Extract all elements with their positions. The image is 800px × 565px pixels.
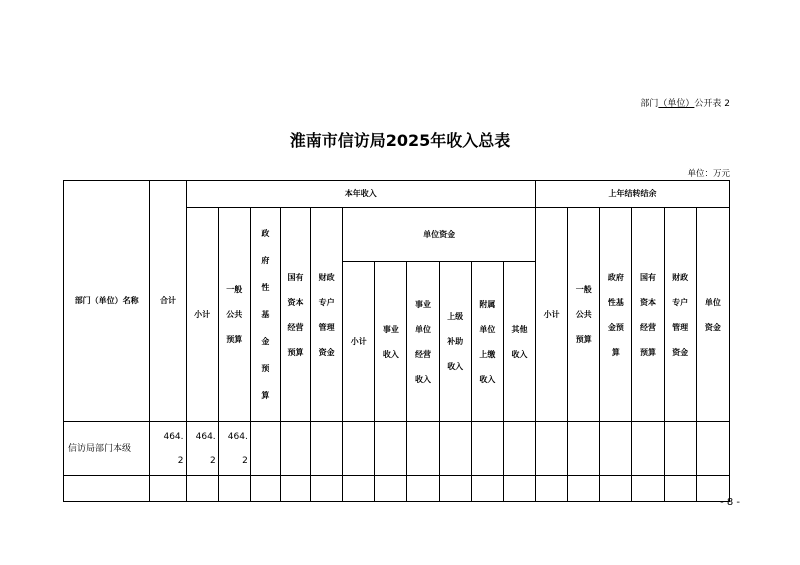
- table-cell: [439, 476, 471, 502]
- form-suffix: 公开表 2: [694, 99, 730, 109]
- uf-upper-header: 上级 补助 收入: [439, 262, 471, 422]
- table-cell: [632, 422, 664, 476]
- cur-fund-header: 政 府 性 基 金 预 算: [250, 208, 280, 422]
- row-subtotal: 464. 2: [186, 422, 218, 476]
- table-cell: [471, 422, 503, 476]
- table-cell: [632, 476, 664, 502]
- table-cell: [218, 476, 250, 502]
- table-cell: [375, 476, 407, 502]
- uf-biz-ops-header: 事业 单位 经营 收入: [407, 262, 439, 422]
- table-cell: [503, 476, 535, 502]
- table-cell: [343, 422, 375, 476]
- page-title: 淮南市信访局2025年收入总表: [289, 131, 511, 150]
- table-cell: [536, 422, 568, 476]
- prev-unit-header: 单位 资金: [696, 208, 729, 422]
- table-cell: [439, 422, 471, 476]
- table-cell: [343, 476, 375, 502]
- form-number: [600, 96, 730, 109]
- cur-soe-header: 国有 资本 经营 预算: [280, 208, 310, 422]
- table-cell: [568, 476, 600, 502]
- prev-special-header: 财政 专户 管理 资金: [664, 208, 696, 422]
- uf-other-header: 其他 收入: [503, 262, 535, 422]
- table-cell: [503, 422, 535, 476]
- form-unit: （单位）: [658, 99, 695, 109]
- col-total-header: 合计: [150, 181, 186, 422]
- table-cell: [664, 422, 696, 476]
- current-year-header: 本年收入: [186, 181, 536, 208]
- table-cell: [375, 422, 407, 476]
- table-cell: [311, 422, 343, 476]
- row-total: 464. 2: [150, 422, 186, 476]
- table-cell: [250, 476, 280, 502]
- uf-subtotal-header: 小计: [343, 262, 375, 422]
- prev-soe-header: 国有 资本 经营 预算: [632, 208, 664, 422]
- uf-affil-header: 附属 单位 上缴 收入: [471, 262, 503, 422]
- form-prefix: 部门: [640, 99, 659, 109]
- table-cell: [407, 422, 439, 476]
- prev-general-header: 一般 公共 预算: [568, 208, 600, 422]
- cur-general-header: 一般 公共 预算: [218, 208, 250, 422]
- table-cell: [250, 422, 280, 476]
- prev-year-header: 上年结转结余: [536, 181, 730, 208]
- table-cell: [600, 422, 632, 476]
- table-cell: [280, 422, 310, 476]
- unit-label: 单位：万元: [687, 169, 730, 179]
- unit-funds-header: 单位资金: [343, 208, 536, 262]
- page-number: - 8 -: [720, 497, 740, 508]
- income-table: [63, 180, 730, 502]
- prev-fund-header: 政府 性基 金预 算: [600, 208, 632, 422]
- table-cell: [568, 422, 600, 476]
- table-cell: [407, 476, 439, 502]
- row-name: 信访局部门本级: [64, 422, 150, 476]
- table-cell: [64, 476, 150, 502]
- col-dept-header: 部门（单位）名称: [64, 181, 150, 422]
- table-cell: [600, 476, 632, 502]
- table-row: [64, 422, 730, 476]
- cur-subtotal-header: 小计: [186, 208, 218, 422]
- cur-special-header: 财政 专户 管理 资金: [311, 208, 343, 422]
- table-cell: [150, 476, 186, 502]
- table-row: [64, 476, 730, 502]
- table-cell: [696, 422, 729, 476]
- table-cell: [186, 476, 218, 502]
- prev-subtotal-header: 小计: [536, 208, 568, 422]
- table-cell: [280, 476, 310, 502]
- table-cell: [536, 476, 568, 502]
- table-cell: [664, 476, 696, 502]
- uf-business-header: 事业 收入: [375, 262, 407, 422]
- table-cell: [311, 476, 343, 502]
- table-cell: [471, 476, 503, 502]
- row-general: 464. 2: [218, 422, 250, 476]
